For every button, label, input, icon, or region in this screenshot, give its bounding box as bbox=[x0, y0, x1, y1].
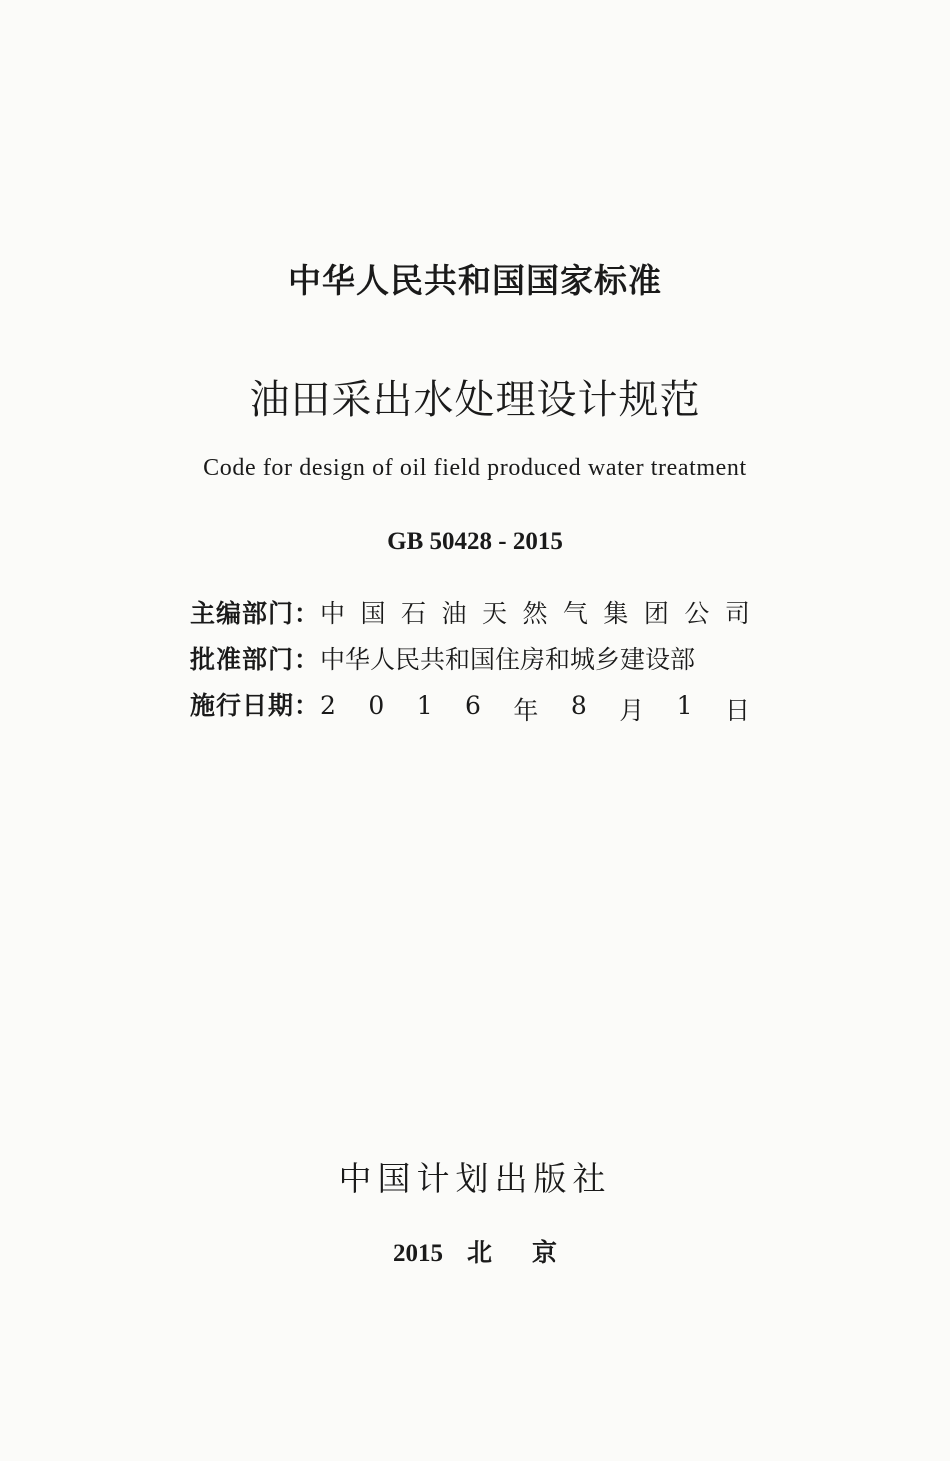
date-char: 0 bbox=[368, 691, 385, 720]
date-char: 1 bbox=[676, 691, 693, 720]
publication-year: 2015 bbox=[392, 1240, 443, 1267]
editor-char: 司 bbox=[724, 599, 750, 628]
document-title-english: Code for design of oil field produced water treatment bbox=[203, 455, 747, 481]
city-char-second: 京 bbox=[532, 1238, 558, 1267]
approver-department-row bbox=[190, 640, 750, 686]
date-char: 2 bbox=[320, 691, 336, 720]
editor-char: 石 bbox=[400, 599, 426, 628]
editor-char: 气 bbox=[562, 599, 588, 628]
approver-department-value: 中华人民共和国住房和城乡建设部 bbox=[320, 645, 696, 674]
editor-department-label: 主编部门： bbox=[190, 599, 321, 628]
editor-char: 国 bbox=[360, 599, 386, 628]
date-char: 1 bbox=[416, 691, 433, 720]
effective-date-label: 施行日期： bbox=[190, 691, 321, 720]
document-title-chinese: 油田采出水处理设计规范 bbox=[249, 377, 701, 423]
national-standard-heading: 中华人民共和国国家标准 bbox=[288, 261, 662, 300]
publication-year-place bbox=[0, 1233, 950, 1269]
date-char: 6 bbox=[465, 691, 481, 720]
editor-department-value bbox=[320, 594, 750, 630]
date-char: 8 bbox=[570, 691, 587, 720]
effective-date-row bbox=[190, 686, 750, 732]
standard-code-number: GB 50428 - 2015 bbox=[387, 528, 563, 555]
editor-char: 然 bbox=[522, 599, 548, 628]
effective-date-value bbox=[320, 691, 750, 727]
date-char: 月 bbox=[619, 696, 645, 725]
editor-char: 中 bbox=[320, 599, 346, 628]
publication-info bbox=[190, 594, 750, 732]
approver-department-label: 批准部门： bbox=[190, 645, 321, 674]
editor-char: 集 bbox=[603, 599, 629, 628]
editor-char: 团 bbox=[643, 599, 669, 628]
city-char-first: 北 bbox=[466, 1238, 492, 1267]
publisher-name: 中国计划出版社 bbox=[338, 1159, 612, 1198]
editor-char: 天 bbox=[481, 599, 507, 628]
date-char: 年 bbox=[513, 696, 539, 725]
editor-char: 公 bbox=[684, 599, 710, 628]
date-char: 日 bbox=[724, 696, 750, 725]
editor-char: 油 bbox=[441, 599, 467, 628]
editor-department-row bbox=[190, 594, 750, 640]
